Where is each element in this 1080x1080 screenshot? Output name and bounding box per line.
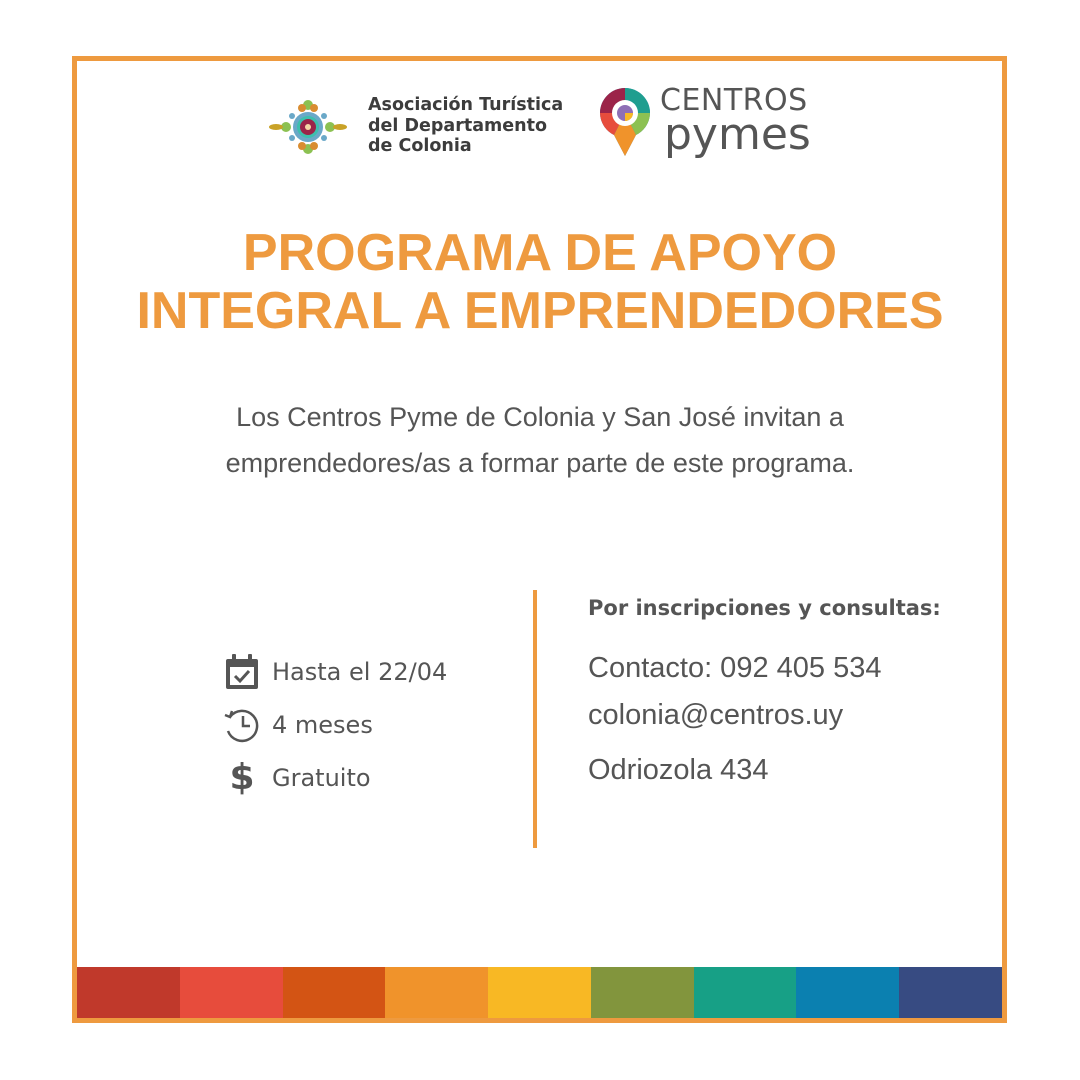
color-stripe	[899, 967, 1002, 1018]
calendar-check-icon	[222, 652, 262, 692]
deadline-item	[222, 652, 447, 692]
deadline-label: Hasta el 22/04	[272, 658, 448, 686]
title-line: PROGRAMA DE APOYO	[242, 224, 838, 282]
asociacion-turistica-logo	[268, 96, 348, 158]
contact-heading: Por inscripciones y consultas:	[588, 596, 941, 620]
asociacion-turistica-name	[368, 95, 598, 157]
color-stripe	[385, 967, 488, 1018]
color-stripe	[77, 967, 180, 1018]
color-stripe	[283, 967, 386, 1018]
clock-refresh-icon	[222, 705, 262, 745]
dollar-icon: $	[229, 757, 255, 798]
ato-line: Asociación Turística	[368, 95, 564, 115]
ato-line: de Colonia	[368, 136, 472, 156]
pymes-word: pymes	[664, 109, 811, 160]
color-stripe	[694, 967, 797, 1018]
poster-frame	[72, 56, 1007, 1023]
intro-paragraph	[0, 394, 1080, 486]
price-item	[222, 758, 371, 798]
vertical-divider	[533, 590, 537, 848]
intro-line: Los Centros Pyme de Colonia y San José invitan a	[236, 402, 844, 432]
contact-phone: Contacto: 092 405 534	[588, 652, 882, 684]
color-stripe	[488, 967, 591, 1018]
color-stripe	[591, 967, 694, 1018]
color-stripe-bar	[77, 967, 1002, 1018]
ato-line: del Departamento	[368, 115, 547, 136]
color-stripe	[180, 967, 283, 1018]
duration-label: 4 meses	[272, 711, 373, 739]
centros-word: CENTROS	[660, 83, 808, 118]
centros-pymes-pin-logo	[596, 84, 654, 158]
program-title	[0, 224, 1080, 340]
contact-email[interactable]: colonia@centros.uy	[588, 699, 844, 731]
intro-line: emprendedores/as a formar parte de este programa.	[225, 448, 855, 478]
centros-pymes-wordmark	[660, 83, 840, 160]
title-line: INTEGRAL A EMPRENDEDORES	[136, 282, 944, 340]
contact-address: Odriozola 434	[588, 754, 769, 786]
duration-item	[222, 705, 373, 745]
color-stripe	[796, 967, 899, 1018]
price-label: Gratuito	[272, 764, 371, 792]
